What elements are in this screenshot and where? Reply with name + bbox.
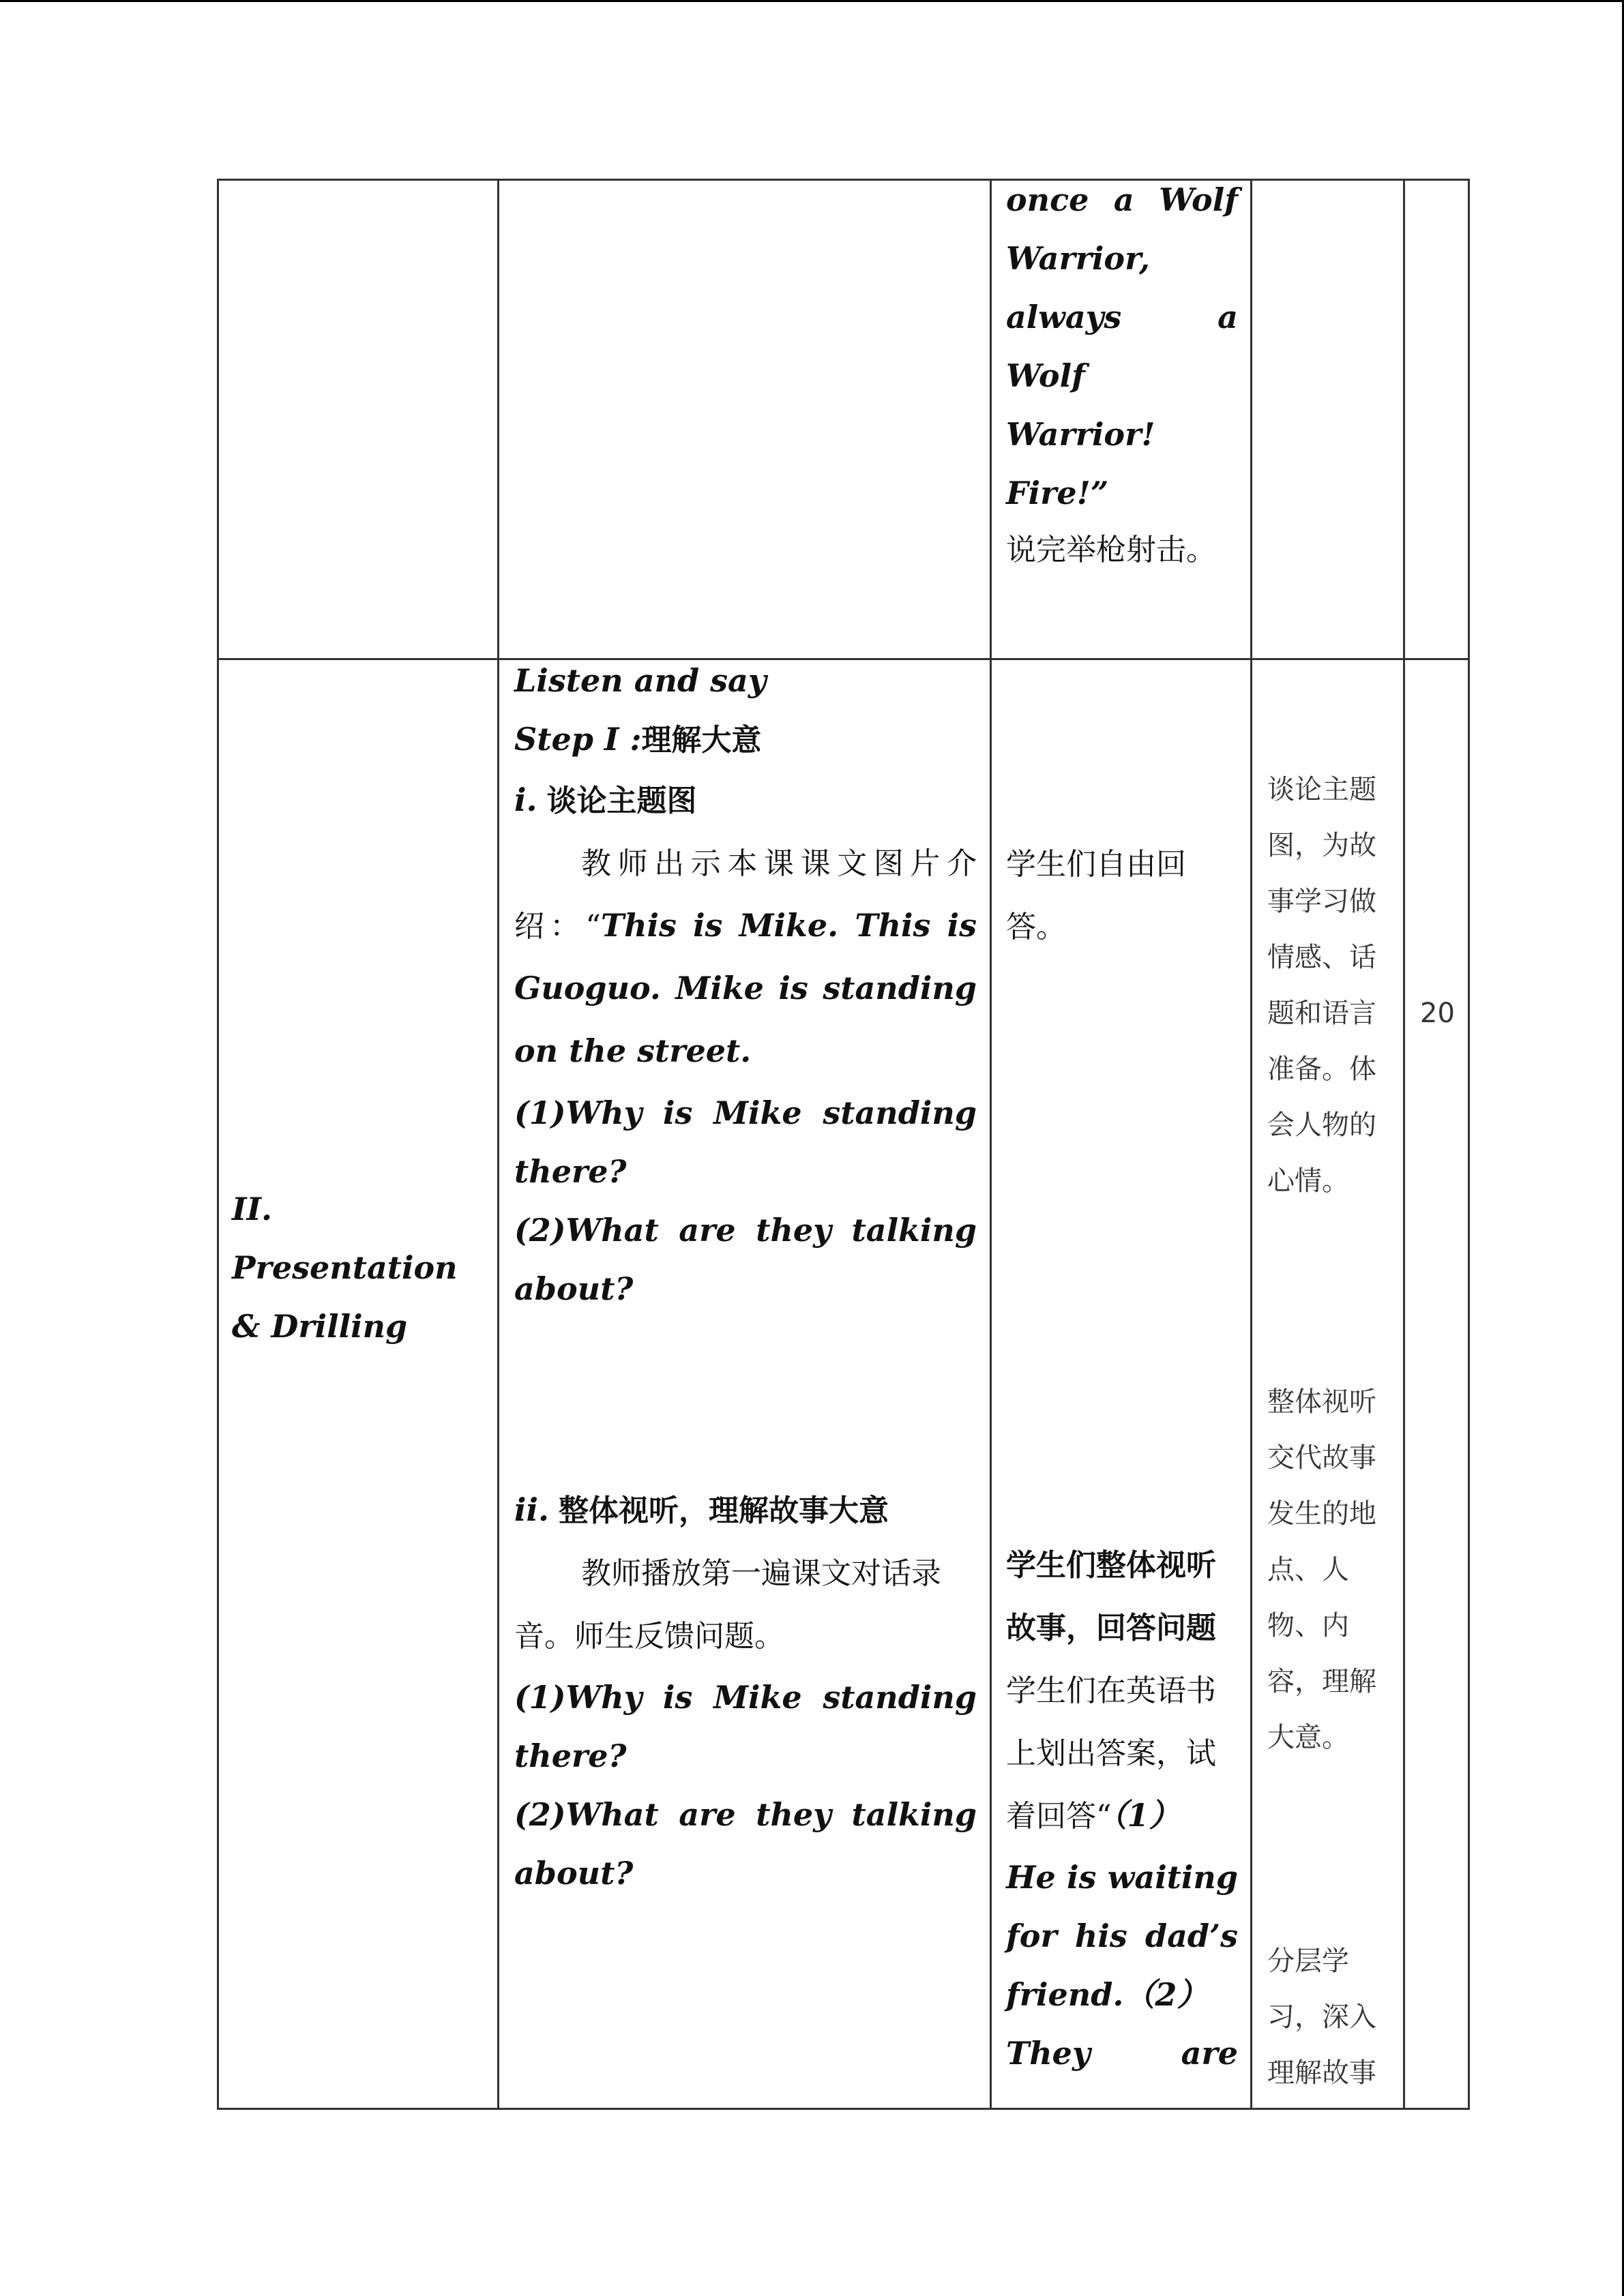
sub-step-2: ii. 整体视听，理解故事大意 — [514, 1491, 889, 1528]
watch-answer: 学生们整体视听故事，回答问题 — [1006, 1548, 1216, 1645]
row1-line: always a — [1006, 299, 1238, 336]
answer-text: He is waiting for his dad’s friend.（2） — [1006, 1859, 1238, 2013]
step-line: Step I :理解大意 — [514, 721, 762, 758]
column-divider-2 — [990, 179, 992, 2110]
section-line: Presentation — [232, 1249, 458, 1286]
teacher-activity-cell-2 — [514, 1480, 977, 1903]
column-divider-3 — [1250, 179, 1252, 2110]
mark-answer: 学生们在英语书上划出答案，试着回答“（1） — [1006, 1673, 1216, 1834]
row1-line: Warrior, — [1006, 240, 1150, 277]
section-title — [232, 1180, 491, 1356]
row1-activity-cell — [1006, 170, 1238, 578]
column-divider-4 — [1403, 179, 1405, 2110]
student-answer-1 — [1006, 833, 1238, 959]
row1-line: Wolf — [1006, 357, 1085, 394]
row1-line: once a Wolf — [1006, 181, 1238, 218]
question-2: (2)What are they talking about? — [514, 1212, 977, 1307]
row1-line: Warrior! — [1006, 416, 1155, 453]
intro-paragraph: 教师出示本课课文图片介绍：“This is Mike. This is Guoguo. Mike is standing on the street. — [514, 846, 977, 1069]
section-line: & Drilling — [232, 1308, 408, 1345]
time-minutes: 20 — [1420, 998, 1455, 1029]
teacher-activity-cell — [514, 651, 977, 1318]
column-divider-1 — [497, 179, 499, 2110]
purpose-1: 谈论主题图，为故事学习做情感、话题和语言准备。体会人物的心情。 — [1267, 774, 1376, 1197]
activity-heading: Listen and say — [514, 662, 767, 699]
free-answer: 学生们自由回答。 — [1006, 847, 1186, 944]
purpose-3: 分层学习，深入理解故事 — [1267, 1945, 1376, 2089]
question-2b: (2)What are they talking about? — [514, 1796, 977, 1892]
row1-line: Fire!” — [1006, 475, 1109, 511]
question-1b: (1)Why is Mike standing there? — [514, 1679, 977, 1774]
answer-text-cont: They are — [1006, 2035, 1238, 2072]
sub-step-1: i. 谈论主题图 — [514, 781, 697, 818]
question-1: (1)Why is Mike standing there? — [514, 1094, 977, 1190]
purpose-2: 整体视听交代故事发生的地点、人物、内容，理解大意。 — [1267, 1386, 1376, 1753]
row1-line: 说完举枪射击。 — [1006, 533, 1216, 567]
page-top-border — [0, 0, 1624, 2]
section-line: II. — [232, 1191, 273, 1227]
play-paragraph: 教师播放第一遍课文对话录音。师生反馈问题。 — [514, 1556, 941, 1654]
student-activity-cell — [1006, 1534, 1238, 2083]
